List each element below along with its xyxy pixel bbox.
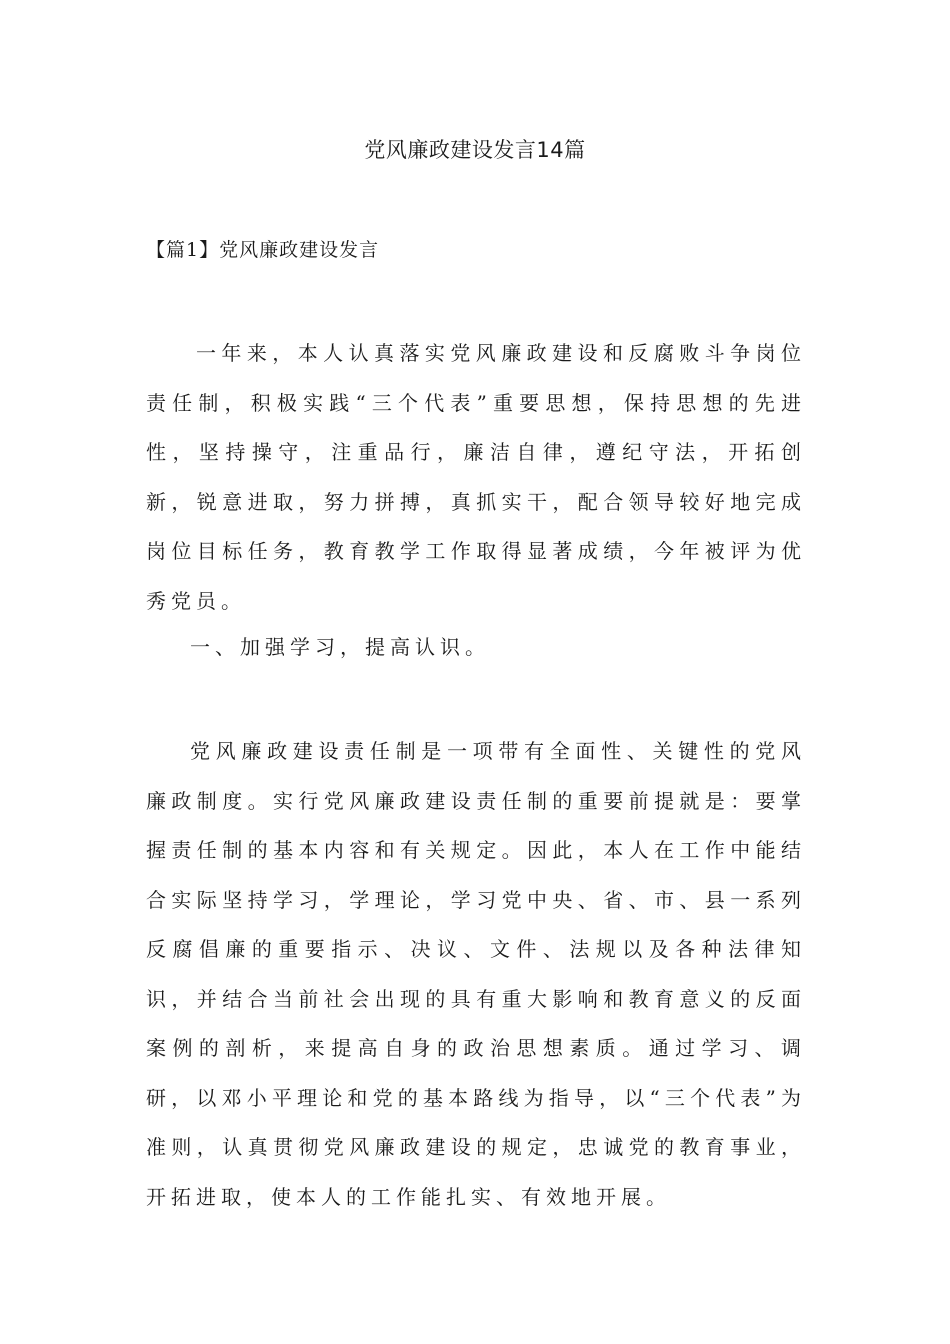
document-title: 党风廉政建设发言14篇 xyxy=(364,138,586,162)
paragraph-body: 党风廉政建设责任制是一项带有全面性、关键性的党风廉政制度。实行党风廉政建设责任制的重要前提就是：要掌握责任制的基本内容和有关规定。因此，本人在工作中能结合实际坚持学习，学理论，学习党中央、省、市、县一系列反腐倡廉的重要指示、决议、文件、法规以及各种法律知识，并结合当前社会出现的具有重大影响和教育意义的反面案例的剖析，来提高自身的政治思想素质。通过学习、调研，以邓小平理论和党的基本路线为指导，以“三个代表”为准则，认真贯彻党风廉政建设的规定，忠诚党的教育事业，开拓进取，使本人的工作能扎实、有效地开展。 xyxy=(146,739,806,1209)
paragraph-subheading: 一、加强学习，提高认识。 xyxy=(190,635,490,659)
paragraph-intro: 一年来，本人认真落实党风廉政建设和反腐败斗争岗位责任制，积极实践“三个代表”重要思想，保持思想的先进性，坚持操守，注重品行，廉洁自律，遵纪守法，开拓创新，锐意进取，努力拼搏，真抓实干，配合领导较好地完成岗位目标任务，教育教学工作取得显著成绩，今年被评为优秀党员。 xyxy=(146,341,806,613)
section-heading: 【篇1】党风廉政建设发言 xyxy=(146,239,380,261)
